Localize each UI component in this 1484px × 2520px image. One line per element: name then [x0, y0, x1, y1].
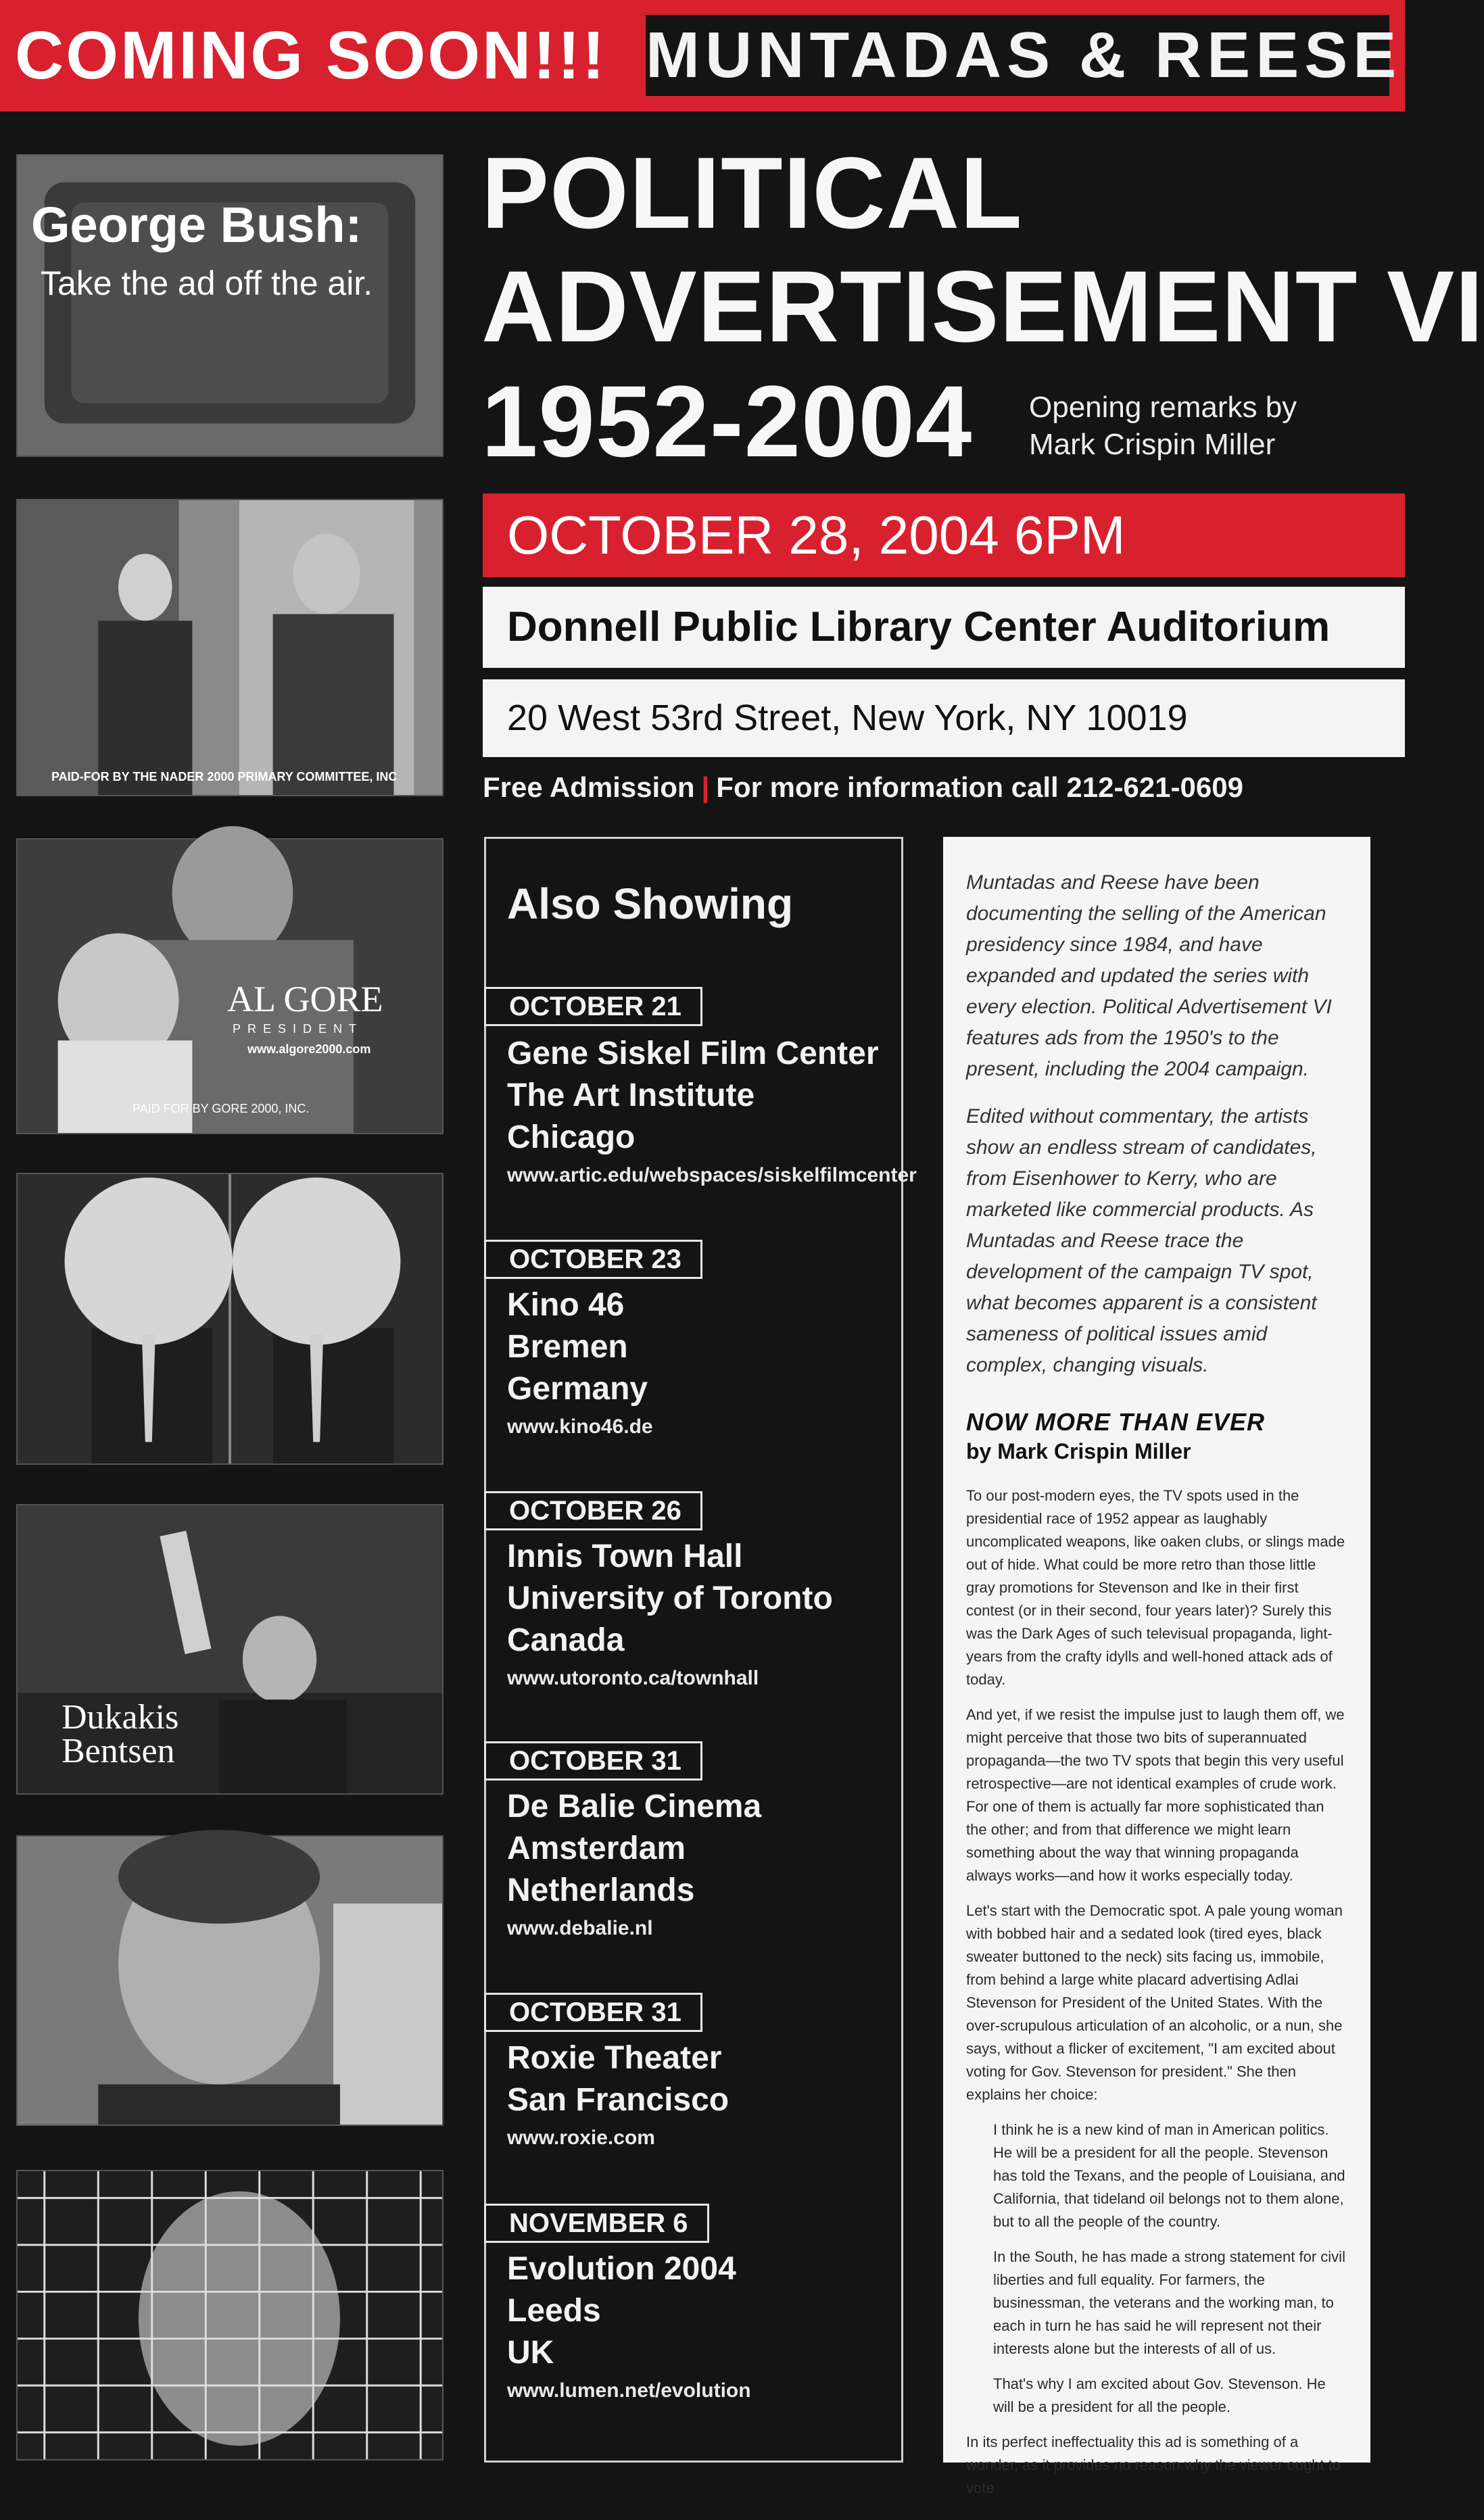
event-url[interactable]: www.lumen.net/evolution [507, 2379, 751, 2402]
title-line-1: POLITICAL [481, 136, 1023, 249]
event-url[interactable]: www.artic.edu/webspaces/siskelfilmcenter [507, 1164, 917, 1186]
photo-gore-ad [16, 838, 444, 1134]
event-url[interactable]: www.debalie.nl [507, 1917, 653, 1939]
photo-nader-ad [16, 499, 444, 796]
photo-reagan-grid [16, 2170, 444, 2461]
event-venue [507, 2248, 736, 2374]
essay-intro-1: Muntadas and Reese have been documenting the selling of the American presidency since 1984, and have expanded and updated the series with every election. Political Advertisement VI features ads from the 1950's to the present, including the 2004 campaign. [966, 871, 1332, 1080]
venue-line: The Art Institute [507, 1077, 755, 1113]
event-venue [507, 1033, 879, 1159]
essay-quote: That's why I am excited about Gov. Stevenson. He will be a president for all the people. [993, 2375, 1326, 2415]
essay-intro-2: Edited without commentary, the artists show an endless stream of candidates, from Eisenhower to Kerry, who are marketed like commercial products. As Muntadas and Reese trace the development of the campaign TV spot, what becomes apparent is a consistent sameness of political issues amid complex, changing visuals. [966, 1105, 1317, 1376]
event-address: 20 West 53rd Street, New York, NY 10019 [483, 679, 1405, 757]
venue-line: Innis Town Hall [507, 1538, 743, 1574]
venue-line: De Balie Cinema [507, 1789, 762, 1824]
venue-line: University of Toronto [507, 1580, 833, 1616]
event-url[interactable]: www.kino46.de [507, 1415, 653, 1438]
artists-heading: MUNTADAS & REESE [646, 15, 1389, 96]
info-phone: For more information call 212-621-0609 [716, 771, 1243, 803]
venue-line: San Francisco [507, 2082, 729, 2118]
photo-tv-screen [16, 154, 444, 457]
title-years: 1952-2004 [481, 364, 973, 478]
event-venue [507, 1284, 648, 1410]
venue-line: Evolution 2004 [507, 2251, 736, 2287]
event-date-badge: OCTOBER 26 [484, 1491, 702, 1530]
venue-line: Amsterdam [507, 1831, 686, 1866]
venue-line: Netherlands [507, 1872, 695, 1908]
admission-line [483, 767, 1243, 808]
venue-line: Chicago [507, 1119, 636, 1155]
essay-paragraph: To our post-modern eyes, the TV spots used in the presidential race of 1952 appear as laughably uncomplicated weapons, like oaken clubs, or slings made out of hide. What could be more retro than those little gray promotions for Stevenson and Ike in their first contest (or in their second, four years later)? Surely this was the Dark Ages of such televisual propaganda, light-years from the crafty idylls and well-honed attack ads of today. [966, 1487, 1345, 1688]
essay-quote: I think he is a new kind of man in American politics. He will be a president for all the people. Stevenson has told the Texans, and the people of Louisiana, and California, that tideland oil belongs not to them alone, but to all the people of the country. [993, 2121, 1345, 2230]
essay-column [943, 837, 1370, 2496]
coming-soon-heading: COMING SOON!!! [15, 18, 607, 93]
essay-paragraph: In its perfect ineffectuality this ad is something of a wonder, as it provides no reason why the viewer ought to vote [966, 2433, 1341, 2496]
event-venue: Donnell Public Library Center Auditorium [483, 587, 1405, 668]
event-date: OCTOBER 28, 2004 6PM [483, 493, 1405, 577]
venue-line: UK [507, 2335, 554, 2371]
title-line-2: ADVERTISEMENT VI [481, 249, 1484, 363]
event-url[interactable]: www.utoronto.ca/townhall [507, 1667, 759, 1689]
photo3-subtitle: PRESIDENT [233, 1022, 364, 1036]
essay-heading: NOW MORE THAN EVER [966, 1408, 1266, 1436]
event-date-badge: NOVEMBER 6 [484, 2204, 709, 2243]
venue-line: Kino 46 [507, 1287, 625, 1323]
event-date-badge: OCTOBER 31 [484, 1741, 702, 1780]
essay-paragraph: And yet, if we resist the impulse just to laugh them off, we might perceive that those two bits of superannuated propaganda—the two TV spots that begin this very useful retrospective—are not identical examples of crude work. For one of them is actually far more sophisticated than the other; and from that difference we might learn something about the way that winning propaganda always works—and how it works especially today. [966, 1706, 1345, 1884]
venue-line: Leeds [507, 2293, 601, 2329]
venue-line: Germany [507, 1371, 648, 1407]
essay-quote: In the South, he has made a strong statement for civil liberties and full equality. For farmers, the businessman, the veterans and the working man, to each in turn he has said he will represent not their interests alone but the interests of all of us. [993, 2248, 1345, 2357]
opening-remarks-line-1: Opening remarks by [1029, 391, 1297, 424]
event-venue [507, 1786, 761, 1912]
separator: | [701, 771, 710, 803]
event-venue [507, 2037, 729, 2121]
photo1-line2: Take the ad off the air. [41, 264, 373, 302]
photo3-url: www.algore2000.com [247, 1042, 371, 1056]
photo-blurred-faces [16, 1173, 444, 1465]
event-date-badge: OCTOBER 21 [484, 987, 702, 1026]
venue-line: Canada [507, 1622, 625, 1658]
event-date-badge: OCTOBER 31 [484, 1993, 702, 2032]
event-url[interactable]: www.roxie.com [507, 2127, 655, 2149]
photo5-line2: Bentsen [62, 1732, 175, 1770]
admission-text: Free Admission [483, 771, 695, 803]
venue-line: Bremen [507, 1329, 628, 1365]
also-showing-title: Also Showing [507, 879, 794, 928]
event-date-badge: OCTOBER 23 [484, 1240, 702, 1279]
event-venue [507, 1536, 833, 1662]
photo5-line1: Dukakis [62, 1698, 179, 1737]
photo2-caption: PAID-FOR BY THE NADER 2000 PRIMARY COMMITTEE, INC [51, 770, 398, 783]
opening-remarks [1029, 389, 1297, 463]
opening-remarks-line-2: Mark Crispin Miller [1029, 428, 1276, 461]
venue-line: Roxie Theater [507, 2040, 722, 2076]
venue-line: Gene Siskel Film Center [507, 1036, 879, 1071]
essay-byline: by Mark Crispin Miller [966, 1439, 1191, 1463]
photo1-line1: George Bush: [31, 197, 362, 253]
photo-bush-portrait [16, 1835, 444, 2126]
photo-dukakis-ad [16, 1504, 444, 1795]
photo3-name: AL GORE [227, 979, 383, 1019]
essay-paragraph: Let's start with the Democratic spot. A pale young woman with bobbed hair and a sedated look (tired eyes, black sweater buttoned to the neck) sits facing us, immobile, from behind a large white placard advertising Adlai Stevenson for President of the United States. With the over-scrupulous articulation of an alcoholic, or a nun, she says, without a flicker of excitement, "I am excited about voting for Gov. Stevenson for president." She then explains her choice: [966, 1902, 1343, 2103]
photo3-paid: PAID FOR BY GORE 2000, INC. [133, 1102, 310, 1115]
